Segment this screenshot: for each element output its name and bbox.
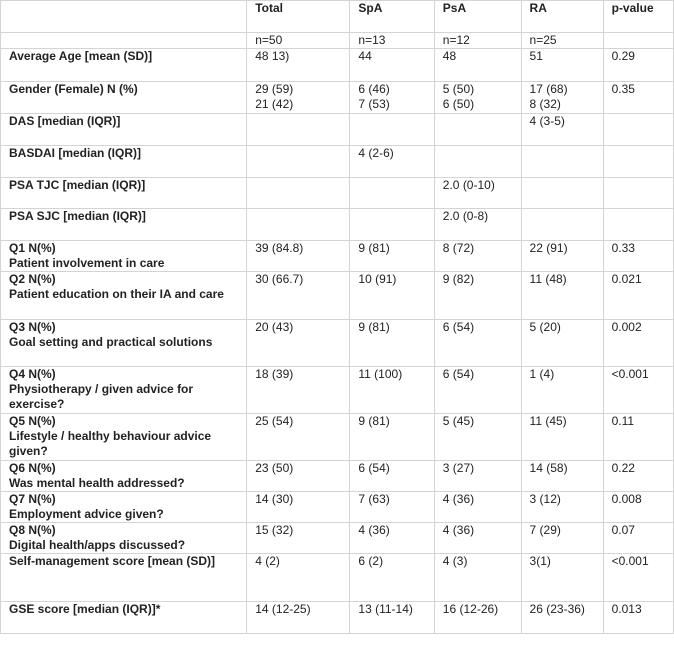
table-row xyxy=(1,554,674,602)
cell-total xyxy=(247,554,350,602)
row-label-title: Gender (Female) N (%) xyxy=(9,82,138,96)
row-label-title: Q2 N(%) xyxy=(9,272,56,286)
cell-value: 0.35 xyxy=(611,82,635,96)
cell-value: <0.001 xyxy=(611,554,649,568)
cell-value: 0.33 xyxy=(611,241,635,255)
cell-value: 5 (20) xyxy=(529,320,561,334)
n-cell-ra: n=25 xyxy=(521,33,603,49)
cell-spa xyxy=(350,241,434,272)
cell-value: 2.0 (0-10) xyxy=(442,178,495,192)
cell-psa xyxy=(434,82,521,114)
cell-p-value xyxy=(603,554,673,602)
cell-value: 11 (45) xyxy=(529,414,567,428)
row-label-title: PSA SJC [median (IQR)] xyxy=(9,209,146,223)
cell-value: 1 (4) xyxy=(529,367,555,381)
cell-spa xyxy=(350,602,434,634)
row-label xyxy=(1,82,247,114)
cell-spa xyxy=(350,554,434,602)
cell-psa xyxy=(434,554,521,602)
row-label xyxy=(1,241,247,272)
cell-total xyxy=(247,320,350,367)
cell-p-value xyxy=(603,602,673,634)
cell-value: 0.021 xyxy=(611,272,642,286)
table-row xyxy=(1,523,674,554)
cell-p-value xyxy=(603,49,673,82)
cell-total xyxy=(247,49,350,82)
row-label xyxy=(1,209,247,241)
cell-value: 3 (27) xyxy=(442,461,475,475)
header-cell-spa: SpA xyxy=(350,1,434,33)
cell-total xyxy=(247,523,350,554)
cell-total xyxy=(247,492,350,523)
cell-spa xyxy=(350,461,434,492)
cell-value: 9 (81) xyxy=(358,414,390,428)
cell-ra xyxy=(521,320,603,367)
row-label xyxy=(1,49,247,82)
cell-value: 0.013 xyxy=(611,602,642,616)
cell-psa xyxy=(434,146,521,178)
cell-spa xyxy=(350,320,434,367)
cell-value: 44 xyxy=(358,49,372,63)
cell-ra xyxy=(521,272,603,320)
cell-value: 51 xyxy=(529,49,543,63)
cell-ra xyxy=(521,241,603,272)
cell-total xyxy=(247,367,350,414)
cell-psa xyxy=(434,461,521,492)
cell-value: 7 (29) xyxy=(529,523,561,537)
cell-value: 4 (2-6) xyxy=(358,146,394,160)
row-label-title: Q6 N(%) xyxy=(9,461,56,475)
cell-total xyxy=(247,209,350,241)
cell-value: 15 (32) xyxy=(255,523,294,537)
cell-total xyxy=(247,272,350,320)
table-row xyxy=(1,209,674,241)
row-label-description: Digital health/apps discussed? xyxy=(9,538,186,552)
header-cell-total: Total xyxy=(247,1,350,33)
cell-value: 6 (2) xyxy=(358,554,384,568)
cell-value: 29 (59) xyxy=(255,82,294,96)
table-row xyxy=(1,178,674,209)
cell-psa xyxy=(434,178,521,209)
table-row xyxy=(1,367,674,414)
row-label xyxy=(1,554,247,602)
cell-value: <0.001 xyxy=(611,367,649,381)
row-label-description: Employment advice given? xyxy=(9,507,164,521)
cell-ra xyxy=(521,492,603,523)
cell-value: 13 (11-14) xyxy=(358,602,413,616)
cell-p-value xyxy=(603,178,673,209)
cell-value: 4 (36) xyxy=(358,523,390,537)
row-label-title: DAS [median (IQR)] xyxy=(9,114,121,128)
cell-spa xyxy=(350,523,434,554)
cell-value: 25 (54) xyxy=(255,414,294,428)
cell-value: 7 (53) xyxy=(358,97,390,111)
cell-value: 48 13) xyxy=(255,49,290,63)
cell-ra xyxy=(521,114,603,146)
cell-value: 9 (81) xyxy=(358,320,390,334)
cell-value: 17 (68) xyxy=(529,82,568,96)
row-label xyxy=(1,367,247,414)
cell-value: 9 (82) xyxy=(442,272,475,286)
row-label xyxy=(1,320,247,367)
row-label-title: GSE score [median (IQR)]* xyxy=(9,602,161,616)
cell-value: 6 (54) xyxy=(358,461,390,475)
cell-value: 7 (63) xyxy=(358,492,390,506)
cell-spa xyxy=(350,272,434,320)
cell-psa xyxy=(434,114,521,146)
cell-value: 16 (12-26) xyxy=(442,602,499,616)
n-cell-blank xyxy=(1,33,247,49)
cell-value: 5 (50) xyxy=(442,82,475,96)
cell-spa xyxy=(350,146,434,178)
cell-p-value xyxy=(603,82,673,114)
cell-p-value xyxy=(603,367,673,414)
cell-spa xyxy=(350,178,434,209)
cell-value: 21 (42) xyxy=(255,97,294,111)
cell-value: 14 (30) xyxy=(255,492,294,506)
cell-value: 18 (39) xyxy=(255,367,294,381)
header-cell-ra: RA xyxy=(521,1,603,33)
table-row xyxy=(1,272,674,320)
cell-value: 4 (36) xyxy=(442,492,475,506)
cell-value: 6 (54) xyxy=(442,320,475,334)
n-cell-p-value xyxy=(603,33,673,49)
row-label xyxy=(1,492,247,523)
table-body xyxy=(1,49,674,634)
table-row xyxy=(1,241,674,272)
table-row xyxy=(1,461,674,492)
row-label-title: Q8 N(%) xyxy=(9,523,56,537)
header-cell-psa: PsA xyxy=(434,1,521,33)
cell-psa xyxy=(434,320,521,367)
cell-ra xyxy=(521,209,603,241)
row-label xyxy=(1,272,247,320)
cell-psa xyxy=(434,49,521,82)
row-label-title: PSA TJC [median (IQR)] xyxy=(9,178,146,192)
row-label-description: Patient education on their IA and care xyxy=(9,287,224,301)
cell-p-value xyxy=(603,146,673,178)
n-cell-psa: n=12 xyxy=(434,33,521,49)
row-label-title: BASDAI [median (IQR)] xyxy=(9,146,141,160)
cell-total xyxy=(247,241,350,272)
cell-value: 14 (58) xyxy=(529,461,568,475)
cell-value: 5 (45) xyxy=(442,414,475,428)
cell-total xyxy=(247,114,350,146)
cell-value: 0.008 xyxy=(611,492,642,506)
row-label-title: Q1 N(%) xyxy=(9,241,56,255)
cell-p-value xyxy=(603,320,673,367)
cell-total xyxy=(247,146,350,178)
table-row xyxy=(1,320,674,367)
cell-p-value xyxy=(603,523,673,554)
row-label xyxy=(1,414,247,461)
row-label xyxy=(1,461,247,492)
row-label xyxy=(1,523,247,554)
row-label-title: Q5 N(%) xyxy=(9,414,56,428)
cell-spa xyxy=(350,414,434,461)
cell-value: 11 (48) xyxy=(529,272,567,286)
cell-p-value xyxy=(603,209,673,241)
row-label-description: Lifestyle / healthy behaviour advice given? xyxy=(9,429,212,458)
cell-psa xyxy=(434,523,521,554)
row-label xyxy=(1,602,247,634)
n-cell-spa: n=13 xyxy=(350,33,434,49)
cell-value: 0.11 xyxy=(611,414,635,428)
cell-spa xyxy=(350,82,434,114)
row-label-title: Q3 N(%) xyxy=(9,320,56,334)
cell-ra xyxy=(521,554,603,602)
cell-ra xyxy=(521,178,603,209)
cell-value: 30 (66.7) xyxy=(255,272,304,286)
table-row xyxy=(1,49,674,82)
n-cell-total: n=50 xyxy=(247,33,350,49)
cell-value: 6 (46) xyxy=(358,82,390,96)
table-row xyxy=(1,146,674,178)
cell-value: 39 (84.8) xyxy=(255,241,304,255)
cell-ra xyxy=(521,82,603,114)
cell-ra xyxy=(521,461,603,492)
cell-total xyxy=(247,178,350,209)
cell-value: 6 (54) xyxy=(442,367,475,381)
row-label xyxy=(1,114,247,146)
table-row xyxy=(1,414,674,461)
cell-psa xyxy=(434,272,521,320)
row-label xyxy=(1,178,247,209)
cell-value: 0.29 xyxy=(611,49,635,63)
cell-psa xyxy=(434,241,521,272)
cell-total xyxy=(247,82,350,114)
cell-value: 48 xyxy=(442,49,457,63)
cell-spa xyxy=(350,492,434,523)
cell-spa xyxy=(350,49,434,82)
cell-p-value xyxy=(603,492,673,523)
cell-ra xyxy=(521,602,603,634)
cell-value: 9 (81) xyxy=(358,241,390,255)
table-row xyxy=(1,492,674,523)
cell-value: 3 (12) xyxy=(529,492,561,506)
row-label-description: Physiotherapy / given advice for exercise? xyxy=(9,382,194,411)
cell-value: 3(1) xyxy=(529,554,551,568)
header-cell-blank xyxy=(1,1,247,33)
cell-value: 8 (32) xyxy=(529,97,561,111)
cell-value: 4 (3-5) xyxy=(529,114,565,128)
cell-value: 0.22 xyxy=(611,461,635,475)
cell-total xyxy=(247,461,350,492)
cell-ra xyxy=(521,414,603,461)
cell-total xyxy=(247,414,350,461)
cell-value: 14 (12-25) xyxy=(255,602,311,616)
cell-value: 22 (91) xyxy=(529,241,568,255)
header-row xyxy=(1,1,674,33)
cell-value: 10 (91) xyxy=(358,272,397,286)
table-row xyxy=(1,82,674,114)
cell-ra xyxy=(521,146,603,178)
cell-total xyxy=(247,602,350,634)
cell-ra xyxy=(521,523,603,554)
cell-psa xyxy=(434,492,521,523)
cell-psa xyxy=(434,414,521,461)
cell-p-value xyxy=(603,461,673,492)
cell-value: 0.07 xyxy=(611,523,635,537)
row-label-title: Q4 N(%) xyxy=(9,367,56,381)
cell-value: 2.0 (0-8) xyxy=(442,209,489,223)
row-label-description: Patient involvement in care xyxy=(9,256,165,270)
cell-value: 11 (100) xyxy=(358,367,403,381)
table-row xyxy=(1,114,674,146)
row-label-title: Q7 N(%) xyxy=(9,492,56,506)
row-label-description: Was mental health addressed? xyxy=(9,476,185,490)
header-cell-p-value: p-value xyxy=(603,1,673,33)
cell-value: 8 (72) xyxy=(442,241,475,255)
row-label-description: Goal setting and practical solutions xyxy=(9,335,213,349)
cell-value: 20 (43) xyxy=(255,320,294,334)
cell-value: 23 (50) xyxy=(255,461,294,475)
cell-spa xyxy=(350,367,434,414)
cell-psa xyxy=(434,602,521,634)
cell-ra xyxy=(521,49,603,82)
cell-value: 4 (2) xyxy=(255,554,280,568)
cell-psa xyxy=(434,209,521,241)
cell-spa xyxy=(350,209,434,241)
n-row xyxy=(1,33,674,49)
cell-spa xyxy=(350,114,434,146)
cell-value: 4 (36) xyxy=(442,523,475,537)
cell-p-value xyxy=(603,114,673,146)
table-row xyxy=(1,602,674,634)
cell-psa xyxy=(434,367,521,414)
cell-ra xyxy=(521,367,603,414)
cell-p-value xyxy=(603,414,673,461)
cell-p-value xyxy=(603,241,673,272)
cell-p-value xyxy=(603,272,673,320)
row-label xyxy=(1,146,247,178)
cell-value: 0.002 xyxy=(611,320,642,334)
cell-value: 6 (50) xyxy=(442,97,475,111)
cell-value: 4 (3) xyxy=(442,554,468,568)
row-label-title: Average Age [mean (SD)] xyxy=(9,49,153,63)
cell-value: 26 (23-36) xyxy=(529,602,585,616)
row-label-title: Self-management score [mean (SD)] xyxy=(9,554,216,568)
